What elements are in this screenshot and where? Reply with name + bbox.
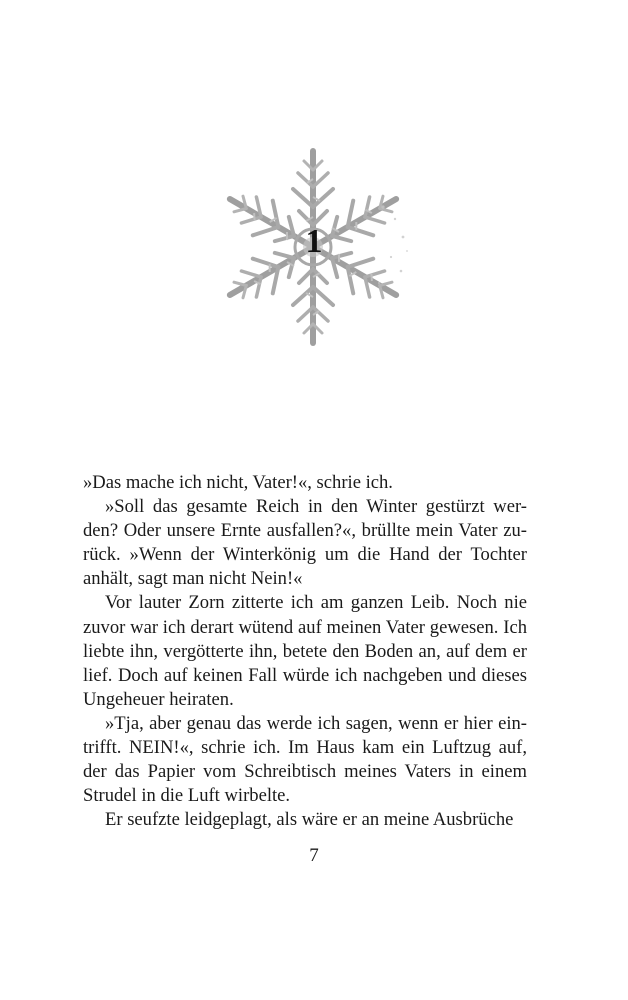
paragraph: »Tja, aber genau das werde ich sagen, wenn er hier ein-trifft. NEIN!«, schrie ich. Im Haus kam ein Luftzug auf, der das Papier vom Schreibtisch meines Vaters in einem Strudel in die Luft wirbelte. <box>83 712 527 807</box>
paragraph: »Das mache ich nicht, Vater!«, schrie ich. <box>83 472 393 493</box>
body-text <box>83 471 527 832</box>
chapter-number: 1 <box>305 223 323 260</box>
paragraph: Vor lauter Zorn zitterte ich am ganzen Leib. Noch nie zuvor war ich derart wütend auf meinen Vater gewesen. Ich liebte ihn, vergötterte ihn, betete den Boden an, auf dem er lief. Doch auf keinen Fall würde ich nachgeben und dieses Ungeheuer heiraten. <box>83 592 527 710</box>
paragraph: Er seufzte leidgeplagt, als wäre er an meine Ausbrüche <box>105 809 514 831</box>
page-number: 7 <box>309 845 319 866</box>
paragraph: »Soll das gesamte Reich in den Winter gestürzt wer-den? Oder unsere Ernte ausfallen?«, brüllte mein Vater zu-rück. »Wenn der Winterkönig um die Hand der Tochter anhält, sagt man nicht Nein!« <box>83 496 527 590</box>
